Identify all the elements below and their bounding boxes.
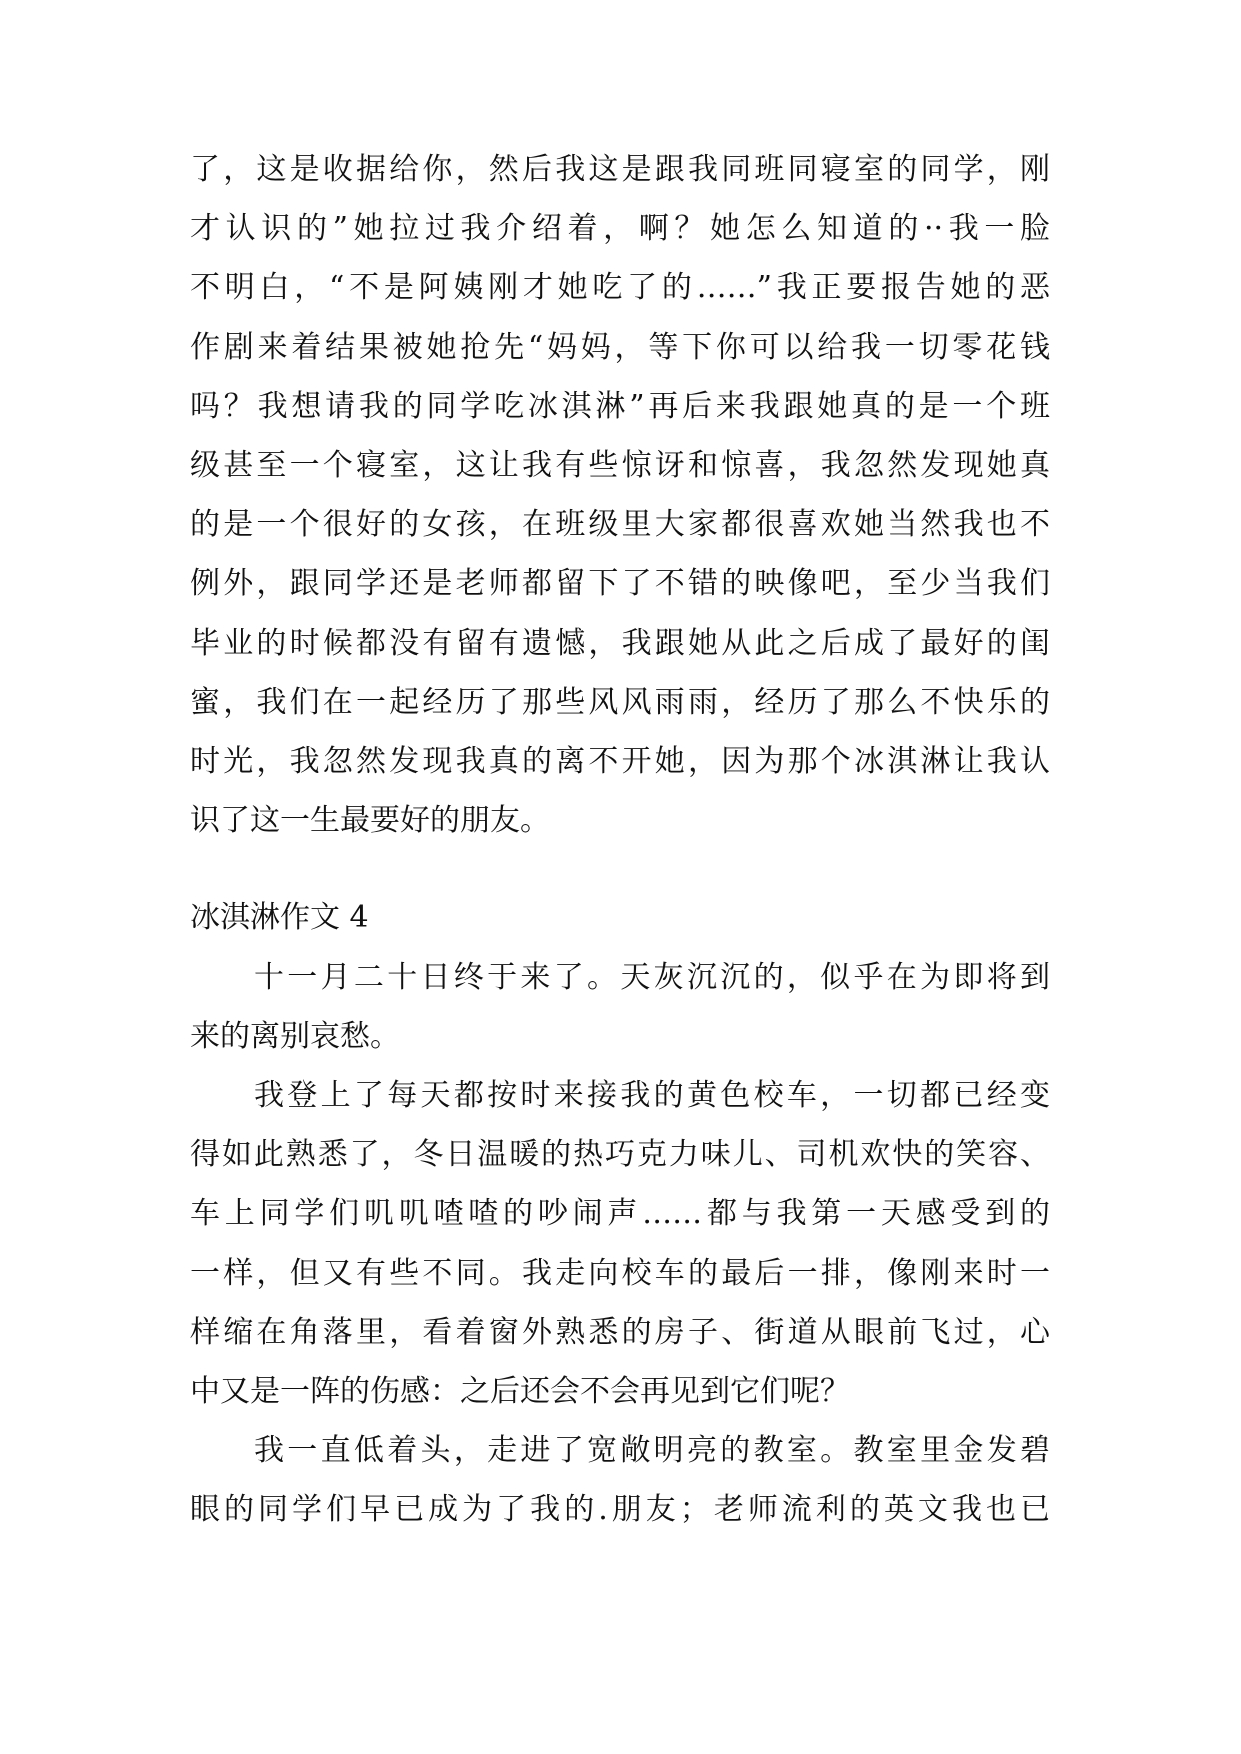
text-line: 级甚至一个寝室，这让我有些惊讶和惊喜，我忽然发现她真: [190, 447, 1050, 483]
text-line: 作剧来着结果被她抢先“妈妈，等下你可以给我一切零花钱: [190, 329, 1050, 365]
text-line: 不明白，“不是阿姨刚才她吃了的……”我正要报告她的恶: [190, 270, 1050, 306]
text-line: 十一月二十日终于来了。天灰沉沉的，似乎在为即将到: [254, 960, 1050, 995]
text-line: 吗？我想请我的同学吃冰淇淋”再后来我跟她真的是一个班: [190, 388, 1050, 424]
text-line: 得如此熟悉了，冬日温暖的热巧克力味儿、司机欢快的笑容、: [190, 1137, 1050, 1173]
section-heading: [190, 888, 1050, 947]
section-title: 冰淇淋作文 4: [190, 900, 369, 935]
text-line: 才认识的”她拉过我介绍着，啊？她怎么知道的··我一脸: [190, 211, 1050, 247]
text-line: 毕业的时候都没有留有遗憾，我跟她从此之后成了最好的闺: [190, 625, 1050, 661]
text-line: 中又是一阵的伤感：之后还会不会再见到它们呢？: [190, 1373, 850, 1409]
text-line: 例外，跟同学还是老师都留下了不错的映像吧，至少当我们: [190, 566, 1050, 602]
paragraph-2: [190, 948, 1050, 1066]
text-line: 我一直低着头，走进了宽敞明亮的教室。教室里金发碧: [254, 1433, 1050, 1468]
text-line: 我登上了每天都按时来接我的黄色校车，一切都已经变: [254, 1078, 1050, 1113]
text-line: 来的离别哀愁。: [190, 1019, 400, 1055]
paragraph-3: [190, 1066, 1050, 1421]
paragraph-1: [190, 140, 1050, 850]
text-line: 时光，我忽然发现我真的离不开她，因为那个冰淇淋让我认: [190, 743, 1050, 779]
text-line: 识了这一生最要好的朋友。: [190, 803, 550, 839]
text-line: 样缩在角落里，看着窗外熟悉的房子、街道从眼前飞过，心: [190, 1314, 1050, 1350]
text-line: 了，这是收据给你，然后我这是跟我同班同寝室的同学，刚: [190, 152, 1050, 187]
text-line: 的是一个很好的女孩，在班级里大家都很喜欢她当然我也不: [190, 507, 1050, 543]
text-line: 眼的同学们早已成为了我的.朋友；老师流利的英文我也已: [190, 1492, 1050, 1528]
text-line: 蜜，我们在一起经历了那些风风雨雨，经历了那么不快乐的: [190, 684, 1050, 720]
text-line: 车上同学们叽叽喳喳的吵闹声……都与我第一天感受到的: [190, 1196, 1050, 1232]
text-line: 一样，但又有些不同。我走向校车的最后一排，像刚来时一: [190, 1255, 1050, 1291]
paragraph-4: [190, 1421, 1050, 1539]
